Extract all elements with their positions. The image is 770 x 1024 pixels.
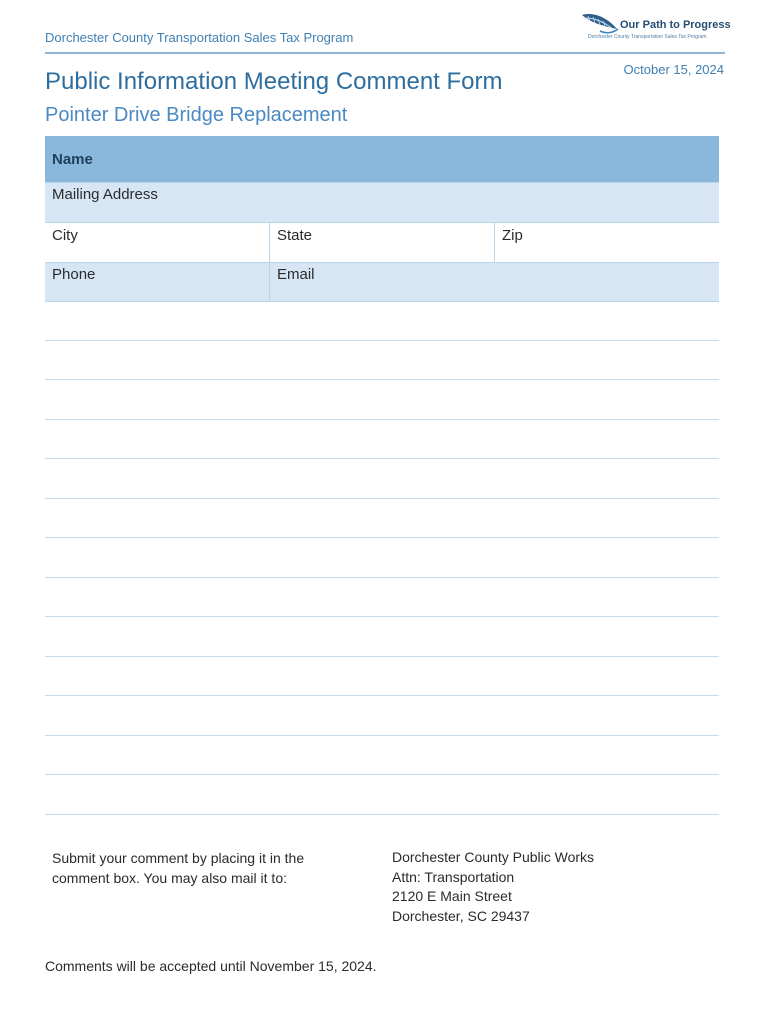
deadline-note: Comments will be accepted until November 15, 2024. [45,958,377,974]
program-header: Dorchester County Transportation Sales Tax Program [45,30,354,45]
mailing-address-field[interactable]: Mailing Address [52,186,158,203]
page-subtitle: Pointer Drive Bridge Replacement [45,104,348,126]
comment-line[interactable] [45,538,719,578]
page-title: Public Information Meeting Comment Form [45,68,503,95]
mailing-address-row [45,183,719,223]
city-state-zip-row [45,223,719,263]
mailing-address-block [392,848,594,926]
comment-area[interactable] [45,301,719,815]
comment-line[interactable] [45,380,719,420]
logo [580,12,731,44]
name-row [45,136,719,183]
phone-field[interactable]: Phone [52,266,96,283]
comment-line[interactable] [45,420,719,460]
comment-line[interactable] [45,499,719,539]
comment-line[interactable] [45,696,719,736]
email-field[interactable]: Email [269,263,719,301]
comment-line[interactable] [45,301,719,341]
address-line: 2120 E Main Street [392,888,512,904]
comment-line[interactable] [45,736,719,776]
feather-logo-icon [580,12,620,36]
comment-line[interactable] [45,657,719,697]
meeting-date: October 15, 2024 [623,62,724,77]
contact-form [45,136,719,302]
comment-line[interactable] [45,617,719,657]
logo-subtitle: Dorchester County Transportation Sales Tax Program [588,34,707,40]
phone-email-row [45,263,719,302]
city-field[interactable]: City [52,227,78,244]
comment-line[interactable] [45,459,719,499]
address-line: Dorchester, SC 29437 [392,907,530,924]
comment-line[interactable] [45,341,719,381]
comment-line[interactable] [45,775,719,815]
state-field[interactable]: State [269,223,494,262]
header-divider [45,52,725,54]
address-line: Attn: Transportation [392,868,515,885]
submission-instructions: Submit your comment by placing it in the comment box. You may also mail it to: [52,850,305,886]
name-field[interactable]: Name [52,151,93,168]
logo-title: Our Path to Progress [620,19,731,31]
address-line: Dorchester County Public Works [392,849,595,865]
zip-field[interactable]: Zip [494,223,719,262]
comment-line[interactable] [45,578,719,618]
